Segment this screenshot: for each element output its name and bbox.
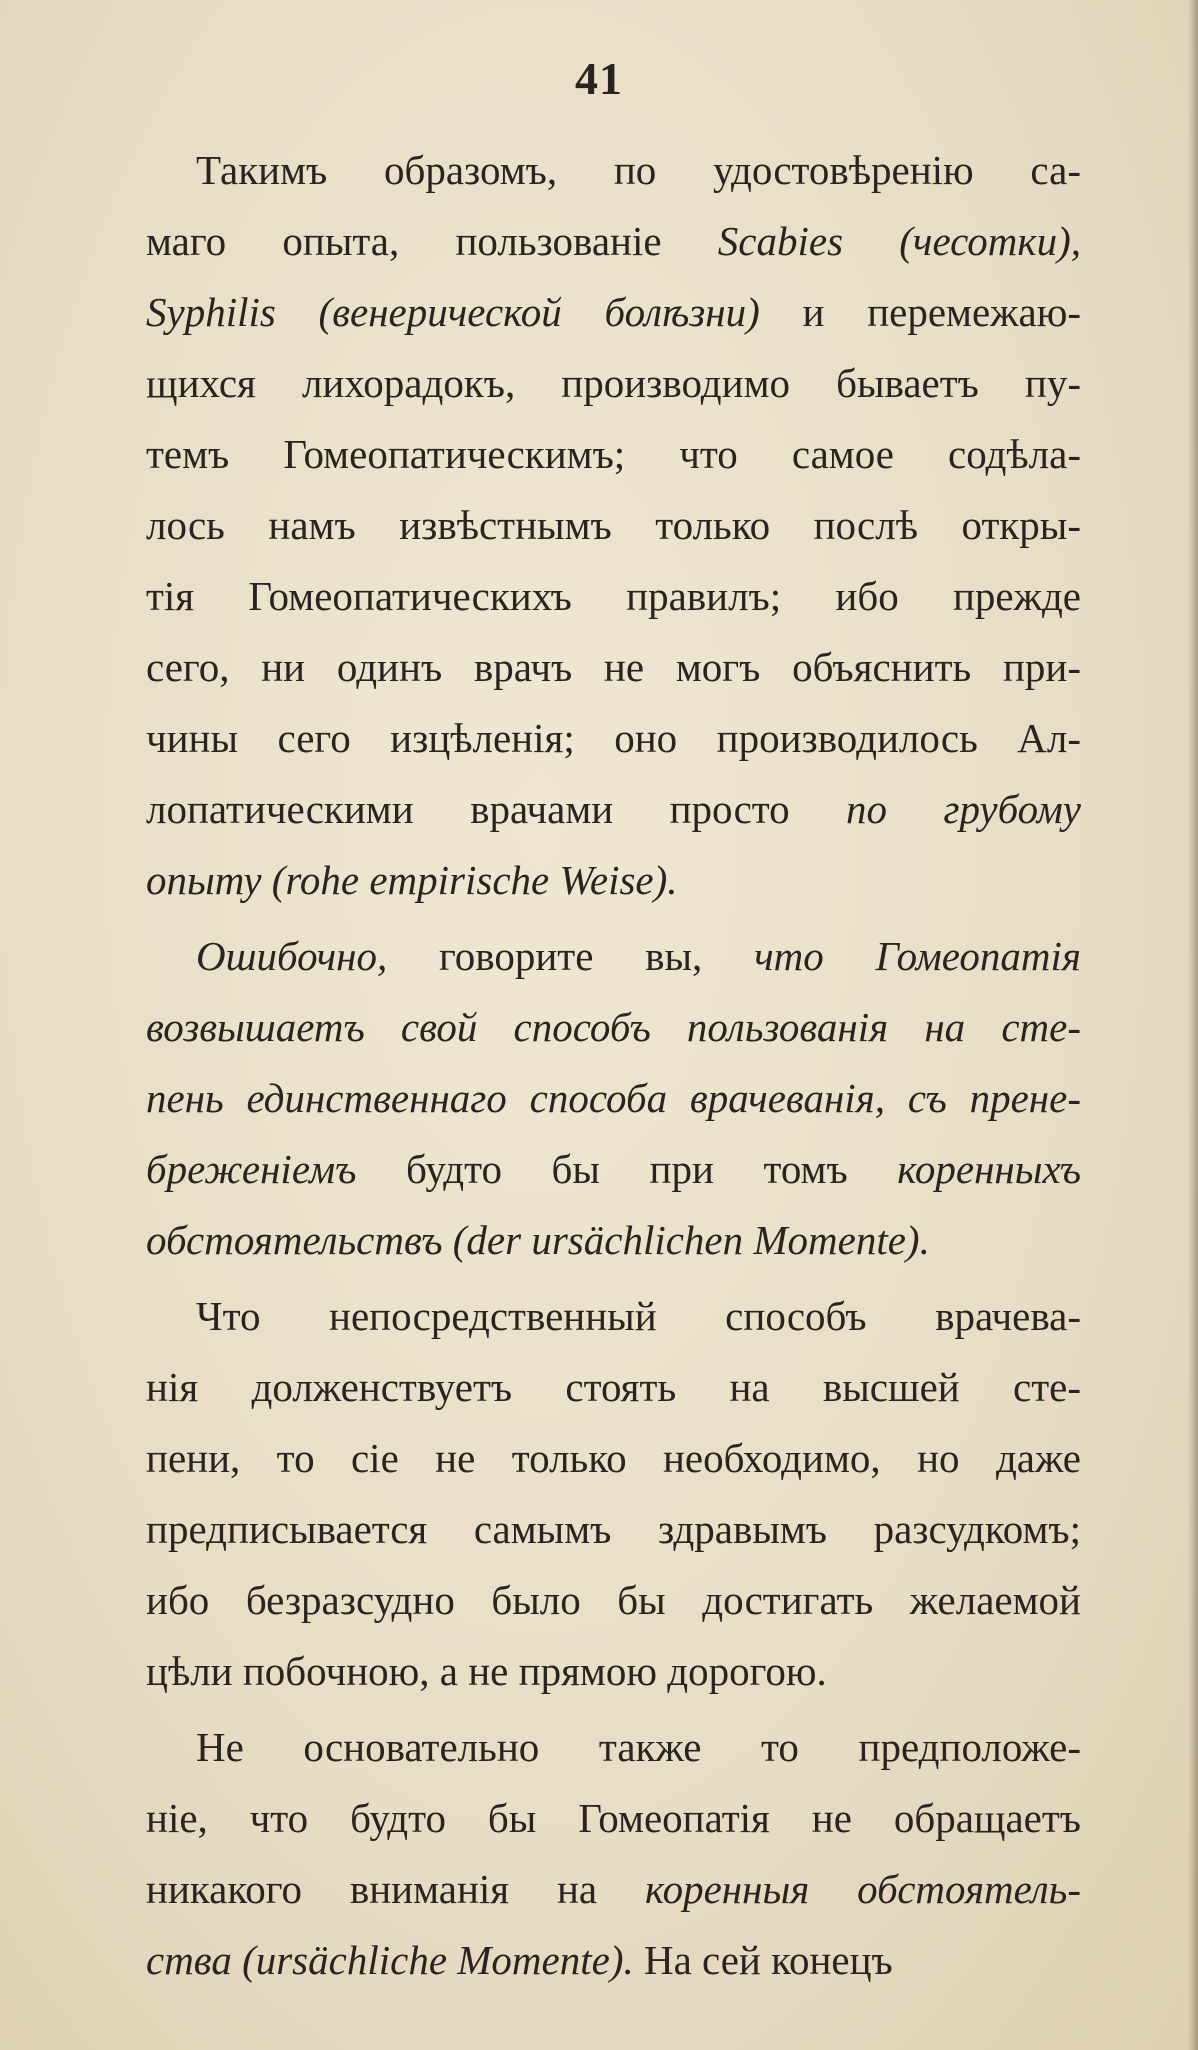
text-line: [146, 1351, 1081, 1423]
text-line: [196, 134, 1081, 206]
text-line: [146, 844, 1081, 916]
italic-text-span: обстоятельствъ (der ursächlichen Momente).: [146, 1217, 930, 1263]
text-line: [146, 1853, 1081, 1925]
text-line: [146, 1422, 1081, 1494]
text-line: [146, 347, 1081, 419]
text-span: цѣли побочною, а не прямою дорогою.: [146, 1648, 827, 1694]
page-number: 41: [575, 53, 623, 104]
text-line: [146, 991, 1081, 1063]
italic-text-span: что Гомеопатія: [754, 933, 1081, 979]
text-span: темъ Гомеопатическимъ; что самое содѣла-: [146, 431, 1081, 477]
text-line: [146, 276, 1081, 348]
text-span: нія долженствуетъ стоять на высшей сте-: [146, 1364, 1081, 1410]
text-span: На сей конецъ: [633, 1937, 893, 1983]
italic-text-span: возвышаетъ свой способъ пользованія на сте-: [146, 1004, 1081, 1050]
text-span: Не основательно также то предположе-: [196, 1724, 1081, 1770]
text-span: Такимъ образомъ, по удостовѣренію са-: [196, 147, 1081, 193]
text-span: говорите вы,: [387, 933, 755, 979]
text-line: [146, 1133, 1081, 1205]
italic-text-span: опыту (rohe empirische Weise).: [146, 857, 678, 903]
text-line: [146, 1204, 1081, 1276]
text-line: [146, 418, 1081, 490]
text-line: [196, 1711, 1081, 1783]
text-span: пени, то сіе не только необходимо, но даже: [146, 1435, 1081, 1481]
text-span: и перемежаю-: [759, 289, 1081, 335]
text-line: [146, 1924, 1081, 1996]
text-span: лопатическими врачами просто: [146, 786, 847, 832]
text-line: [146, 773, 1081, 845]
text-span: лось намъ извѣстнымъ только послѣ откры-: [146, 502, 1081, 548]
text-span: предписывается самымъ здравымъ разсудкомъ;: [146, 1506, 1081, 1552]
italic-text-span: коренныя обстоятель-: [644, 1866, 1081, 1912]
text-span: тія Гомеопатическихъ правилъ; ибо прежде: [146, 573, 1081, 619]
italic-text-span: Syphilis (венерической болѣзни): [146, 289, 760, 335]
text-line: [146, 1062, 1081, 1134]
text-span: будто бы при томъ: [356, 1146, 898, 1192]
text-line: [146, 489, 1081, 561]
text-line: [146, 205, 1081, 277]
italic-text-span: ства (ursächliche Momente).: [146, 1937, 634, 1983]
text-line: [146, 1635, 1081, 1707]
text-line: [146, 1564, 1081, 1636]
text-line: [146, 1782, 1081, 1854]
page-edge-shadow: [1188, 0, 1198, 2050]
text-line: [146, 560, 1081, 632]
italic-text-span: Ошибочно,: [196, 933, 388, 979]
text-span: маго опыта, пользованіе: [146, 218, 718, 264]
text-span: ибо безразсудно было бы достигать желаемой: [146, 1577, 1081, 1623]
italic-text-span: Scabies (чесотки),: [717, 218, 1081, 264]
italic-text-span: по грубому: [846, 786, 1081, 832]
italic-text-span: коренныхъ: [897, 1146, 1081, 1192]
text-span: Что непосредственный способъ врачева-: [196, 1293, 1081, 1339]
text-line: [146, 631, 1081, 703]
text-span: сего, ни одинъ врачъ не могъ объяснить при-: [146, 644, 1081, 690]
text-span: ніе, что будто бы Гомеопатія не обращаетъ: [146, 1795, 1081, 1841]
text-line: [196, 1280, 1081, 1352]
italic-text-span: бреженіемъ: [146, 1146, 357, 1192]
text-span: никакого вниманія на: [146, 1866, 645, 1912]
text-line: [146, 1493, 1081, 1565]
text-line: [146, 702, 1081, 774]
text-line: [196, 920, 1081, 992]
text-span: чины сего изцѣленія; оно производилось Ал-: [146, 715, 1081, 761]
text-span: щихся лихорадокъ, производимо бываетъ пу-: [146, 360, 1081, 406]
italic-text-span: пень единственнаго способа врачеванія, съ прене-: [146, 1075, 1081, 1121]
